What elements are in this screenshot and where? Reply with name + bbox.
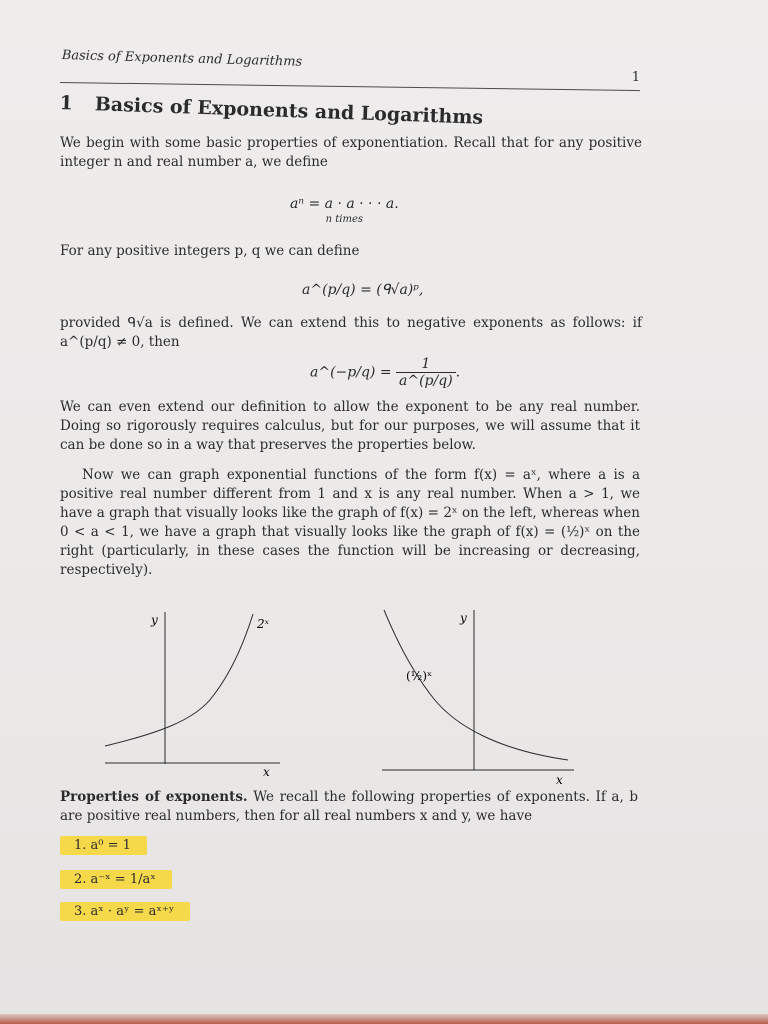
page-number: 1 <box>631 70 640 85</box>
left-curve-label: 2ˣ <box>257 617 269 631</box>
right-curve-label: (½)ˣ <box>406 669 433 683</box>
graph-half-to-x <box>378 604 578 786</box>
paragraph-negative: provided ᑫ√a is defined. We can extend this to negative exponents as follows: if a^(p/q) ≠ 0, then <box>60 315 642 350</box>
equation-negative-exponent: a^(−p/q) = $\frac{1}{a\^{}(p/q)}$ . <box>310 356 461 389</box>
running-header: Basics of Exponents and Logarithms <box>61 48 303 70</box>
graph-2-to-x <box>95 606 295 778</box>
right-x-label: x <box>556 773 563 786</box>
curve-2-to-x <box>105 614 253 746</box>
left-x-label: x <box>263 765 270 778</box>
property-item-2: 2. a⁻ˣ = 1/aˣ <box>60 870 172 889</box>
equation-rational-exponent: a^(p/q) = (ᑫ√a)ᵖ, <box>302 282 424 298</box>
header-rule <box>60 82 640 91</box>
properties-paragraph <box>60 788 638 826</box>
fraction-denominator: a^(p/q) <box>399 373 453 389</box>
paragraph-rational: For any positive integers p, q we can define <box>60 243 360 259</box>
property-item-1: 1. a⁰ = 1 <box>60 836 147 855</box>
section-title: Basics of Exponents and Logarithms <box>94 93 484 129</box>
equation-negative-lhs: a^(−p/q) = <box>310 364 392 381</box>
property-item-3: 3. aˣ · aʸ = aˣ⁺ʸ <box>60 902 190 921</box>
equation-fraction <box>396 356 456 389</box>
fraction-numerator: 1 <box>396 356 456 373</box>
section-number: 1 <box>59 92 74 115</box>
equation-power-definition <box>290 196 399 225</box>
section-heading <box>59 92 483 129</box>
properties-intro: We recall the following properties of exponents. If a, b are positive real numbers, then for all real numbers x and y, we have <box>60 789 639 824</box>
paragraph-real-exponents: We can even extend our definition to allow the exponent to be any real number. Doing so rigorously requires calculus, but for our purposes, we will assume that it can be done so in a way that preserves the properties below. <box>60 399 640 453</box>
underbrace-note: n times <box>325 214 364 225</box>
book-edge <box>0 1014 768 1024</box>
paragraph-intro: We begin with some basic properties of exponentiation. Recall that for any positive integer n and real number a, we define <box>60 135 642 170</box>
right-y-label: y <box>460 611 467 625</box>
equation-power-definition-text: aⁿ = a · a · · · a. <box>290 196 399 212</box>
properties-title: Properties of exponents. <box>60 789 248 805</box>
paragraph-graphing: Now we can graph exponential functions of the form f(x) = aˣ, where a is a positive real number different from 1 and x is any real number. When a > 1, we have a graph that visually looks like the graph of f(x) = 2ˣ on the left, whereas when 0 < a < 1, we have a graph that visually looks like the graph of f(x) = (½)ˣ on the right (particularly, in these cases the function will be increasing or decreasing, respectively). <box>60 467 640 578</box>
curve-half-to-x <box>384 610 568 760</box>
left-y-label: y <box>151 613 158 627</box>
